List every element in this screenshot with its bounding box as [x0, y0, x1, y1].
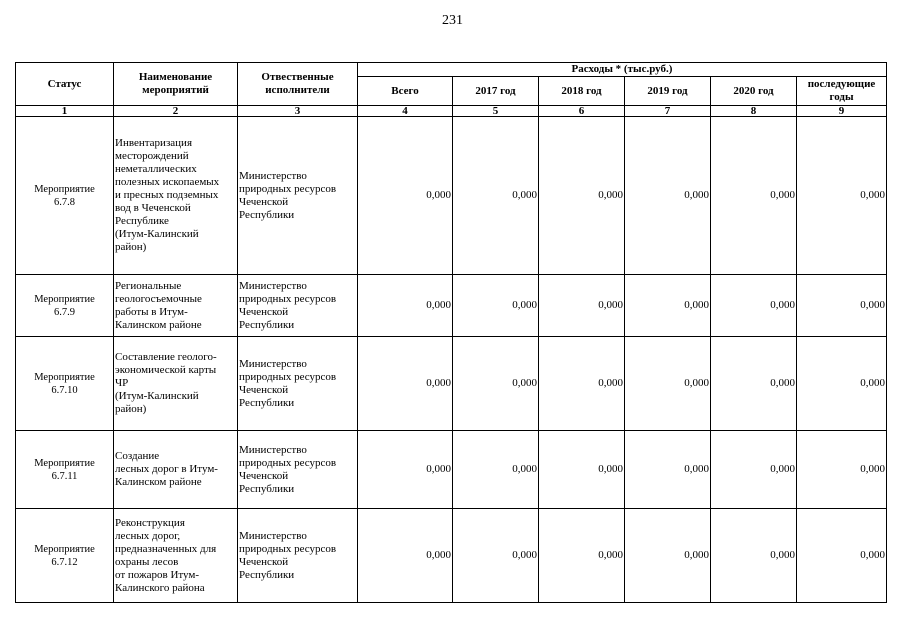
row-executor: Министерство природных ресурсов Чеченской Республики: [238, 117, 358, 275]
table-row: [16, 275, 887, 337]
row-total: 0,000: [358, 431, 453, 509]
row-executor: Министерство природных ресурсов Чеченской Республики: [238, 431, 358, 509]
row-status: Мероприятие 6.7.10: [16, 337, 114, 431]
header-total: Всего: [358, 77, 453, 106]
column-number: 6: [539, 106, 625, 117]
table-row: [16, 117, 887, 275]
row-2018: 0,000: [539, 337, 625, 431]
row-2018: 0,000: [539, 117, 625, 275]
row-executor: Министерство природных ресурсов Чеченской Республики: [238, 337, 358, 431]
header-executors: Отвественные исполнители: [238, 63, 358, 106]
row-2017: 0,000: [453, 509, 539, 603]
row-2020: 0,000: [711, 275, 797, 337]
row-2020: 0,000: [711, 431, 797, 509]
row-2017: 0,000: [453, 275, 539, 337]
row-2019: 0,000: [625, 431, 711, 509]
row-2018: 0,000: [539, 431, 625, 509]
header-name: Наименование мероприятий: [114, 63, 238, 106]
row-executor: Министерство природных ресурсов Чеченской Республики: [238, 275, 358, 337]
row-2019: 0,000: [625, 117, 711, 275]
row-2018: 0,000: [539, 509, 625, 603]
column-number: 4: [358, 106, 453, 117]
header-2018: 2018 год: [539, 77, 625, 106]
row-total: 0,000: [358, 337, 453, 431]
row-total: 0,000: [358, 117, 453, 275]
column-number: 8: [711, 106, 797, 117]
row-2017: 0,000: [453, 117, 539, 275]
header-expenses: Расходы * (тыс.руб.): [358, 63, 887, 77]
row-total: 0,000: [358, 509, 453, 603]
header-status: Статус: [16, 63, 114, 106]
row-2019: 0,000: [625, 275, 711, 337]
row-2019: 0,000: [625, 337, 711, 431]
column-number: 3: [238, 106, 358, 117]
header-2017: 2017 год: [453, 77, 539, 106]
row-status: Мероприятие 6.7.9: [16, 275, 114, 337]
row-2017: 0,000: [453, 337, 539, 431]
row-next-years: 0,000: [797, 275, 887, 337]
row-2020: 0,000: [711, 509, 797, 603]
row-2017: 0,000: [453, 431, 539, 509]
row-2020: 0,000: [711, 117, 797, 275]
row-2018: 0,000: [539, 275, 625, 337]
column-number: 2: [114, 106, 238, 117]
row-status: Мероприятие 6.7.12: [16, 509, 114, 603]
row-next-years: 0,000: [797, 509, 887, 603]
header-next-years: последующие годы: [797, 77, 887, 106]
column-number: 5: [453, 106, 539, 117]
table-row: [16, 509, 887, 603]
header-2019: 2019 год: [625, 77, 711, 106]
row-next-years: 0,000: [797, 117, 887, 275]
row-name: Реконструкция лесных дорог, предназначенных для охраны лесов от пожаров Итум- Калинского района: [114, 509, 238, 603]
row-name: Региональные геологосъемочные работы в Итум- Калинском районе: [114, 275, 238, 337]
page-number: 231: [442, 13, 463, 28]
column-number: 7: [625, 106, 711, 117]
row-next-years: 0,000: [797, 337, 887, 431]
row-name: Инвентаризация месторождений неметаллических полезных ископаемых и пресных подземных вод в Чеченской Республике (Итум-Калинский район): [114, 117, 238, 275]
row-total: 0,000: [358, 275, 453, 337]
header-2020: 2020 год: [711, 77, 797, 106]
column-number: 1: [16, 106, 114, 117]
column-numbers-row: [16, 106, 887, 117]
expenses-table: [15, 62, 887, 603]
row-name: Создание лесных дорог в Итум- Калинском районе: [114, 431, 238, 509]
table-row: [16, 431, 887, 509]
table-row: [16, 337, 887, 431]
column-number: 9: [797, 106, 887, 117]
row-executor: Министерство природных ресурсов Чеченской Республики: [238, 509, 358, 603]
row-next-years: 0,000: [797, 431, 887, 509]
row-2020: 0,000: [711, 337, 797, 431]
row-status: Мероприятие 6.7.8: [16, 117, 114, 275]
row-status: Мероприятие 6.7.11: [16, 431, 114, 509]
row-name: Составление геолого- экономической карты ЧР (Итум-Калинский район): [114, 337, 238, 431]
row-2019: 0,000: [625, 509, 711, 603]
